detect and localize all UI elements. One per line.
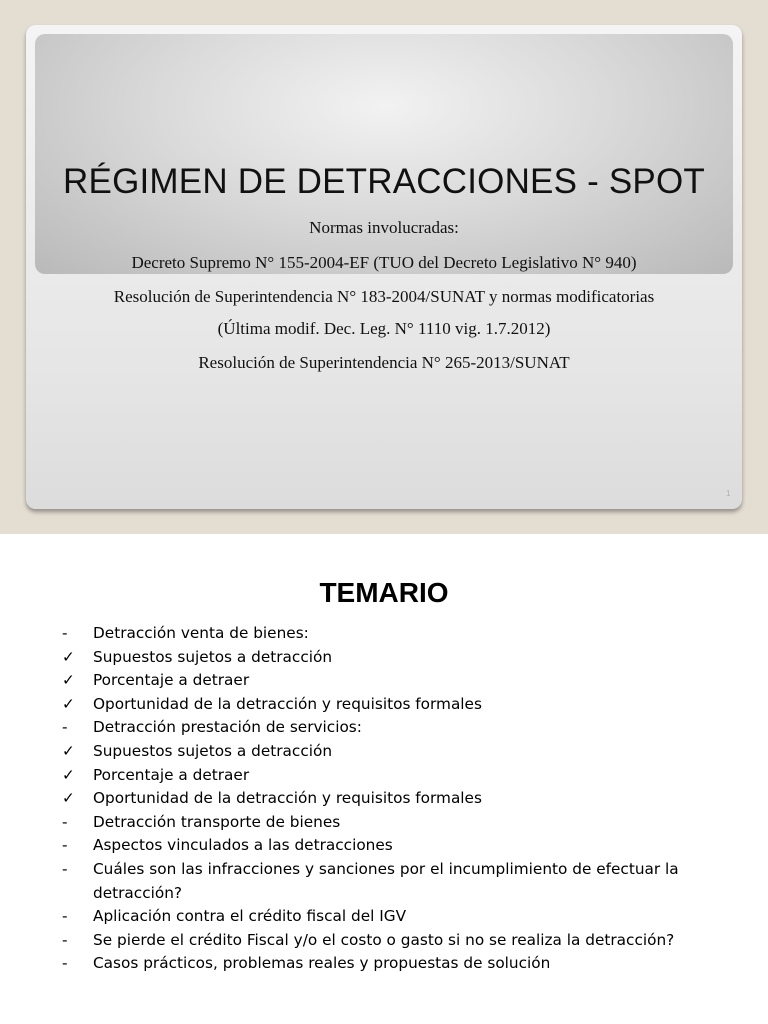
topic-item: [62, 764, 752, 788]
topic-item-text: Oportunidad de la detracción y requisitos formales: [93, 694, 482, 713]
slide-1-title: RÉGIMEN DE DETRACCIONES - SPOT: [63, 162, 705, 201]
dash-bullet: -: [62, 718, 68, 737]
slide-1-line-resolucion-265: Resolución de Superintendencia N° 265-2013/SUNAT: [198, 353, 570, 372]
checkmark-icon: ✓: [62, 765, 75, 784]
topic-item: [62, 811, 752, 835]
topic-item-text: Porcentaje a detraer: [93, 671, 250, 690]
checkmark-icon: ✓: [62, 647, 75, 666]
slide-2-title: TEMARIO: [319, 577, 449, 608]
topic-item-text: Detracción transporte de bienes: [93, 812, 341, 831]
slide-1-line-decreto: Decreto Supremo N° 155-2004-EF (TUO del Decreto Legislativo N° 940): [131, 253, 637, 272]
topic-item: [62, 740, 752, 764]
topic-item: [62, 716, 752, 740]
topic-item: [62, 646, 752, 670]
slide-1-title-banner: [35, 34, 733, 274]
topic-item-text: Supuestos sujetos a detracción: [93, 647, 333, 666]
checkmark-icon: ✓: [62, 671, 75, 690]
topic-item: [62, 693, 752, 717]
checkmark-icon: ✓: [62, 741, 75, 760]
slide-1-line-resolucion-183: Resolución de Superintendencia N° 183-2004/SUNAT y normas modificatorias: [113, 287, 655, 306]
topic-item: [62, 669, 752, 693]
dash-bullet: -: [62, 907, 68, 926]
topic-item-text: Detracción venta de bienes:: [93, 624, 309, 642]
topic-item-text: Cuáles son las infracciones y sanciones por el incumplimiento de efectuar la detracción?: [93, 859, 679, 902]
topic-item-text: Casos prácticos, problemas reales y propuestas de solución: [93, 954, 551, 973]
topic-item-text: Se pierde el crédito Fiscal y/o el costo o gasto si no se realiza la detracción?: [93, 930, 675, 949]
dash-bullet: -: [62, 812, 68, 831]
topic-item-text: Aspectos vinculados a las detracciones: [93, 836, 393, 855]
topic-item: [62, 929, 752, 953]
dash-bullet: -: [62, 954, 68, 973]
dash-bullet: -: [62, 930, 68, 949]
checkmark-icon: ✓: [62, 694, 75, 713]
topic-item: [62, 834, 752, 858]
dash-bullet: -: [62, 624, 68, 642]
topic-item-text: Supuestos sujetos a detracción: [93, 741, 333, 760]
topic-item: [62, 952, 752, 976]
topic-item: [62, 858, 752, 905]
slide-1-subtitle-heading: Normas involucradas:: [309, 218, 459, 237]
topic-item: [62, 622, 752, 646]
dash-bullet: -: [62, 836, 68, 855]
topic-item-text: Porcentaje a detraer: [93, 765, 250, 784]
topic-item-text: Oportunidad de la detracción y requisitos formales: [93, 789, 482, 808]
checkmark-icon: ✓: [62, 789, 75, 808]
topic-item: [62, 905, 752, 929]
topic-item-text: Aplicación contra el crédito fiscal del IGV: [93, 907, 407, 926]
slide-number: 1: [726, 489, 731, 498]
topic-item: [62, 787, 752, 811]
dash-bullet: -: [62, 859, 68, 878]
topic-item-text: Detracción prestación de servicios:: [93, 718, 362, 737]
topic-list: [62, 622, 752, 976]
slide-1-line-ultima-modif: (Última modif. Dec. Leg. N° 1110 vig. 1.7.2012): [217, 319, 551, 338]
